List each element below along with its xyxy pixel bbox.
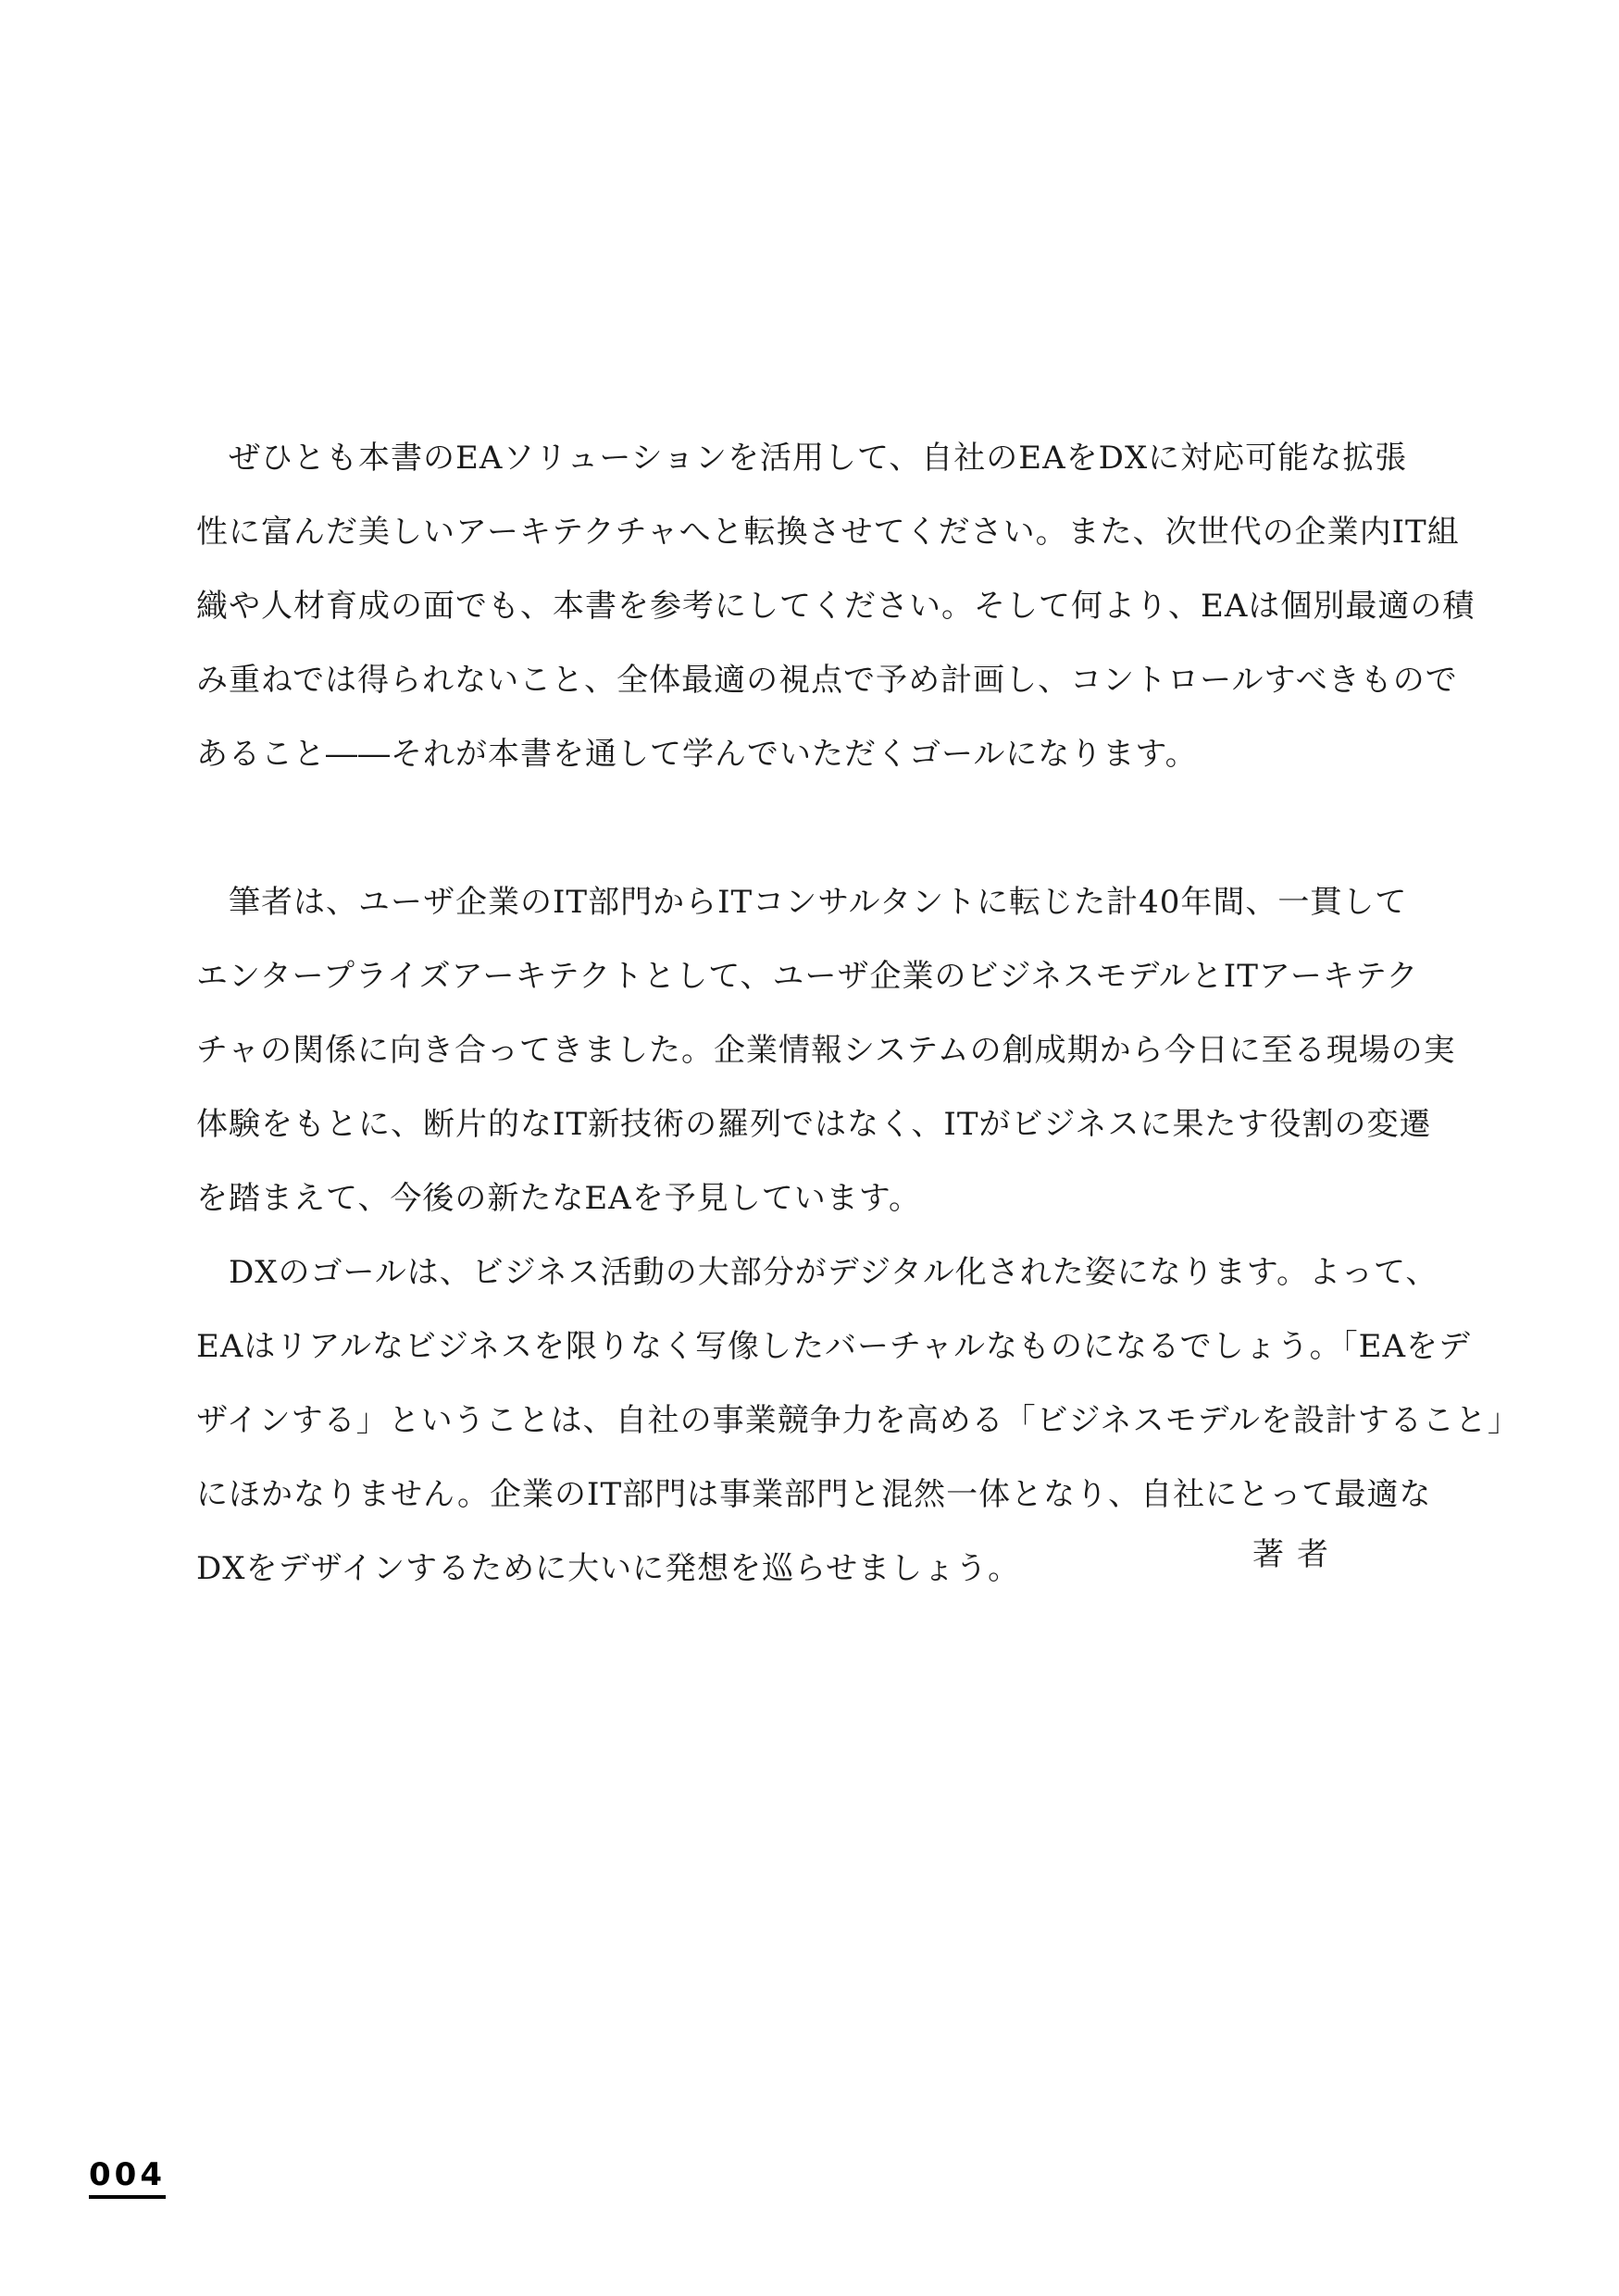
- text-line: チャの関係に向き合ってきました。企業情報システムの創成期から今日に至る現場の実: [196, 1032, 1456, 1069]
- text-line: EAはリアルなビジネスを限りなく写像したバーチャルなものになるでしょう。「EAをデ: [196, 1328, 1472, 1365]
- text-line: み重ねでは得られないこと、全体最適の視点で予め計画し、コントロールすべきもので: [196, 662, 1458, 699]
- paragraph-2: [196, 865, 1456, 1235]
- paragraph-gap: [196, 791, 1390, 865]
- text-line: ぜひとも本書のEAソリューションを活用して、自社のEAをDXに対応可能な拡張: [196, 440, 1408, 477]
- page-number: 004: [89, 2156, 166, 2199]
- text-line: を踏まえて、今後の新たなEAを予見しています。: [196, 1180, 921, 1217]
- text-line: にほかなりません。企業のIT部門は事業部門と混然一体となり、自社にとって最適な: [196, 1476, 1432, 1513]
- text-line: 織や人材育成の面でも、本書を参考にしてください。そして何より、EAは個別最適の積: [196, 588, 1476, 625]
- paragraph-1: [196, 421, 1476, 791]
- text-line: ザインする」ということは、自社の事業競争力を高める「ビジネスモデルを設計すること」: [196, 1402, 1520, 1439]
- text-line: DXのゴールは、ビジネス活動の大部分がデジタル化された姿になります。よって、: [196, 1254, 1438, 1291]
- text-line: 体験をもとに、断片的なIT新技術の羅列ではなく、ITがビジネスに果たす役割の変遷: [196, 1106, 1432, 1143]
- text-line: DXをデザインするために大いに発想を巡らせましょう。: [196, 1550, 1021, 1587]
- paragraph-3: [196, 1235, 1520, 1606]
- page-body: [196, 421, 1520, 1606]
- text-line: 筆者は、ユーザ企業のIT部門からITコンサルタントに転じた計40年間、一貫して: [196, 884, 1408, 921]
- author-signature: 著者: [1252, 1536, 1341, 1573]
- text-line: エンタープライズアーキテクトとして、ユーザ企業のビジネスモデルとITアーキテク: [196, 958, 1419, 995]
- text-line: 性に富んだ美しいアーキテクチャへと転換させてください。また、次世代の企業内IT組: [196, 514, 1460, 551]
- text-line: あること――それが本書を通して学んでいただくゴールになります。: [196, 736, 1198, 773]
